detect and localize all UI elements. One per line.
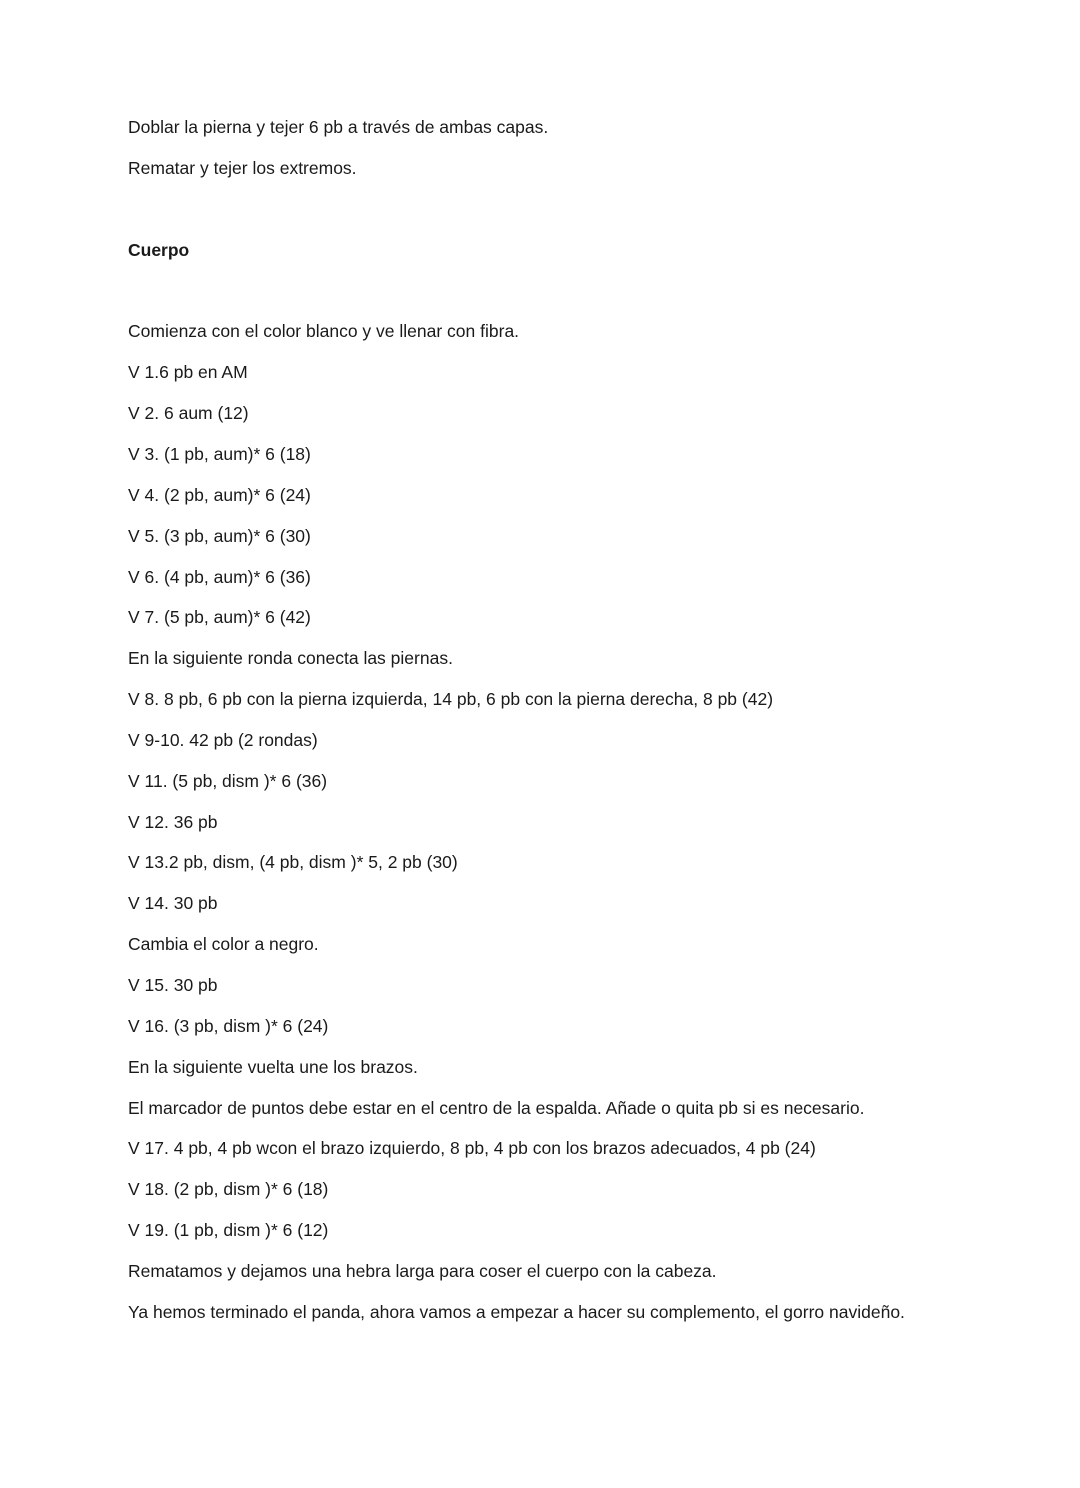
pattern-line: V 19. (1 pb, dism )* 6 (12) — [128, 1220, 329, 1240]
pattern-line: V 11. (5 pb, dism )* 6 (36) — [128, 771, 328, 791]
pattern-line: V 8. 8 pb, 6 pb con la pierna izquierda, 14 pb, 6 pb con la pierna derecha, 8 pb (42) — [128, 689, 774, 709]
pattern-line: Ya hemos terminado el panda, ahora vamos a empezar a hacer su complemento, el gorro navideño. — [128, 1302, 905, 1322]
pattern-line: V 13.2 pb, dism, (4 pb, dism )* 5, 2 pb (30) — [128, 852, 458, 872]
pattern-line: Cambia el color a negro. — [128, 934, 319, 954]
pattern-line: V 17. 4 pb, 4 pb wcon el brazo izquierdo, 8 pb, 4 pb con los brazos adecuados, 4 pb (24) — [128, 1138, 816, 1158]
pattern-line: V 5. (3 pb, aum)* 6 (30) — [128, 526, 311, 546]
pattern-line: Rematamos y dejamos una hebra larga para coser el cuerpo con la cabeza. — [128, 1261, 717, 1281]
pattern-line: V 18. (2 pb, dism )* 6 (18) — [128, 1179, 329, 1199]
pattern-line: El marcador de puntos debe estar en el centro de la espalda. Añade o quita pb si es necesario. — [128, 1098, 865, 1118]
pattern-line: V 2. 6 aum (12) — [128, 403, 249, 423]
pattern-line: V 14. 30 pb — [128, 893, 218, 913]
intro-line: Rematar y tejer los extremos. — [128, 158, 357, 178]
pattern-line: V 3. (1 pb, aum)* 6 (18) — [128, 444, 311, 464]
pattern-line: V 1.6 pb en AM — [128, 362, 248, 382]
section-title: Cuerpo — [128, 240, 190, 260]
pattern-line: Comienza con el color blanco y ve llenar con fibra. — [128, 321, 520, 341]
pattern-line: V 15. 30 pb — [128, 975, 218, 995]
pattern-line: V 4. (2 pb, aum)* 6 (24) — [128, 485, 311, 505]
pattern-line: V 7. (5 pb, aum)* 6 (42) — [128, 607, 311, 627]
pattern-line: En la siguiente vuelta une los brazos. — [128, 1057, 418, 1077]
pattern-line: V 6. (4 pb, aum)* 6 (36) — [128, 567, 311, 587]
pattern-line: V 9-10. 42 pb (2 rondas) — [128, 730, 318, 750]
pattern-line: V 16. (3 pb, dism )* 6 (24) — [128, 1016, 329, 1036]
pattern-line: En la siguiente ronda conecta las piernas. — [128, 648, 453, 668]
pattern-line: V 12. 36 pb — [128, 812, 218, 832]
intro-line: Doblar la pierna y tejer 6 pb a través de ambas capas. — [128, 117, 549, 137]
